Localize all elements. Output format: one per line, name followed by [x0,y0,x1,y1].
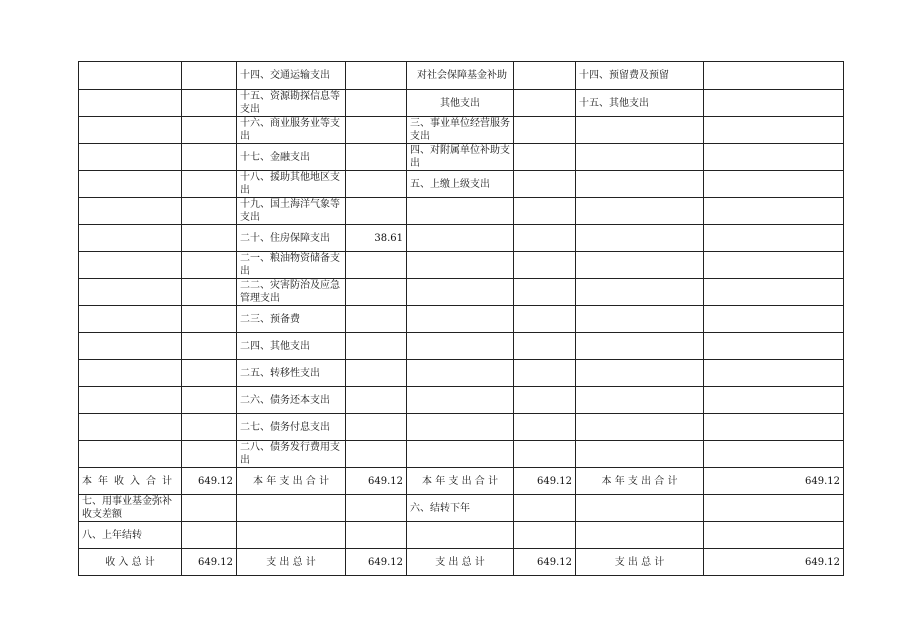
income-item-cell [79,360,182,387]
income-amount-cell [182,360,237,387]
table-row [79,198,844,225]
grand-total-row [79,549,844,576]
income-amount-cell [182,252,237,279]
income-item-cell [79,90,182,117]
expense-amount-cell [704,225,844,252]
income-total-amount: 649.12 [182,468,237,495]
table-row [79,225,844,252]
expense-item-cell: 十六、商业服务业等支出 [237,117,346,144]
expense-amount-cell [346,522,407,549]
expense-amount-cell [514,171,576,198]
expense-total-label: 本 年 支 出 合 计 [576,468,704,495]
expense-amount-cell: 38.61 [346,225,407,252]
expense-amount-cell [704,252,844,279]
table-row [79,495,844,522]
table-row [79,333,844,360]
expense-amount-cell [704,171,844,198]
expense-amount-cell [704,522,844,549]
expense-amount-cell [514,495,576,522]
expense-amount-cell [514,198,576,225]
table-row [79,117,844,144]
expense-total-amount: 649.12 [704,468,844,495]
income-grand-total-amount: 649.12 [182,549,237,576]
table-row [79,144,844,171]
expense-item-cell: 二五、转移性支出 [237,360,346,387]
expense-amount-cell [514,522,576,549]
expense-amount-cell [514,441,576,468]
expense-item-cell: 十五、资源勘探信息等支出 [237,90,346,117]
income-grand-total-label: 收 入 总 计 [79,549,182,576]
table-row [79,414,844,441]
income-item-cell [79,117,182,144]
expense-amount-cell [514,144,576,171]
expense-item-cell: 其他支出 [407,90,514,117]
expense-amount-cell [704,306,844,333]
expense-amount-cell [346,62,407,90]
expense-grand-total-label: 支 出 总 计 [576,549,704,576]
income-amount-cell [182,144,237,171]
expense-amount-cell [346,441,407,468]
income-amount-cell [182,62,237,90]
expense-amount-cell [704,117,844,144]
expense-grand-total-amount: 649.12 [514,549,576,576]
expense-item-cell: 二一、粮油物资储备支出 [237,252,346,279]
income-item-cell [79,198,182,225]
expense-item-cell [576,387,704,414]
income-item-cell: 八、上年结转 [79,522,182,549]
expense-item-cell [576,306,704,333]
expense-item-cell [576,117,704,144]
expense-amount-cell [514,117,576,144]
expense-amount-cell [346,90,407,117]
income-amount-cell [182,90,237,117]
expense-item-cell [407,360,514,387]
table-row [79,306,844,333]
income-amount-cell [182,441,237,468]
table-row [79,441,844,468]
income-amount-cell [182,414,237,441]
income-amount-cell [182,198,237,225]
expense-grand-total-amount: 649.12 [346,549,407,576]
expense-amount-cell [514,414,576,441]
income-item-cell [79,252,182,279]
expense-amount-cell [346,252,407,279]
expense-amount-cell [346,171,407,198]
expense-amount-cell [704,144,844,171]
expense-item-cell [576,144,704,171]
income-item-cell [79,441,182,468]
expense-amount-cell [514,90,576,117]
expense-item-cell: 二八、债务发行费用支出 [237,441,346,468]
income-item-cell [79,225,182,252]
expense-total-label: 本 年 支 出 合 计 [237,468,346,495]
expense-item-cell: 二四、其他支出 [237,333,346,360]
expense-amount-cell [704,387,844,414]
expense-amount-cell [704,360,844,387]
expense-amount-cell [346,306,407,333]
expense-total-label: 本 年 支 出 合 计 [407,468,514,495]
expense-grand-total-label: 支 出 总 计 [237,549,346,576]
expense-item-cell [576,279,704,306]
expense-item-cell [407,441,514,468]
expense-item-cell: 二六、债务还本支出 [237,387,346,414]
expense-item-cell [576,225,704,252]
expense-item-cell: 十四、预留费及预留 [576,62,704,90]
expense-amount-cell [514,333,576,360]
expense-item-cell: 二三、预备费 [237,306,346,333]
expense-amount-cell [346,198,407,225]
expense-item-cell [407,387,514,414]
expense-amount-cell [704,495,844,522]
income-amount-cell [182,333,237,360]
expense-item-cell [576,333,704,360]
expense-amount-cell [704,414,844,441]
expense-grand-total-label: 支 出 总 计 [407,549,514,576]
expense-item-cell: 二七、债务付息支出 [237,414,346,441]
expense-amount-cell [704,62,844,90]
expense-item-cell: 三、事业单位经营服务支出 [407,117,514,144]
income-amount-cell [182,279,237,306]
expense-item-cell [407,252,514,279]
expense-item-cell [576,441,704,468]
expense-amount-cell [514,252,576,279]
income-amount-cell [182,522,237,549]
income-amount-cell [182,117,237,144]
expense-amount-cell [514,279,576,306]
expense-item-cell: 十九、国土海洋气象等支出 [237,198,346,225]
expense-amount-cell [514,306,576,333]
expense-item-cell [576,171,704,198]
table-row [79,360,844,387]
expense-amount-cell [704,333,844,360]
expense-amount-cell [514,387,576,414]
expense-item-cell [576,414,704,441]
annual-total-row [79,468,844,495]
expense-item-cell: 五、上缴上级支出 [407,171,514,198]
expense-item-cell [407,198,514,225]
table-row [79,522,844,549]
income-amount-cell [182,387,237,414]
expense-item-cell [407,414,514,441]
expense-item-cell [407,279,514,306]
table-row [79,279,844,306]
table-row [79,90,844,117]
expense-item-cell: 六、结转下年 [407,495,514,522]
income-amount-cell [182,225,237,252]
expense-amount-cell [346,333,407,360]
table-row [79,387,844,414]
expense-item-cell: 四、对附属单位补助支出 [407,144,514,171]
expense-amount-cell [346,117,407,144]
expense-amount-cell [704,198,844,225]
expense-item-cell [407,306,514,333]
expense-item-cell [407,522,514,549]
expense-item-cell [576,495,704,522]
expense-item-cell [576,360,704,387]
income-item-cell [79,144,182,171]
expense-amount-cell [346,495,407,522]
expense-total-amount: 649.12 [514,468,576,495]
expense-amount-cell [346,144,407,171]
table-row [79,171,844,198]
income-total-label: 本年收入合计 [79,468,182,495]
table-row [79,62,844,90]
expense-item-cell: 十四、交通运输支出 [237,62,346,90]
income-item-cell [79,171,182,198]
expense-item-cell [237,522,346,549]
expense-amount-cell [514,62,576,90]
expense-item-cell: 二二、灾害防治及应急管理支出 [237,279,346,306]
budget-table [78,61,844,576]
income-item-cell: 七、用事业基金弥补收支差额 [79,495,182,522]
income-item-cell [79,306,182,333]
expense-grand-total-amount: 649.12 [704,549,844,576]
income-item-cell [79,279,182,306]
expense-item-cell: 十七、金融支出 [237,144,346,171]
expense-item-cell: 对社会保障基金补助 [407,62,514,90]
expense-item-cell [576,252,704,279]
expense-item-cell: 十八、援助其他地区支出 [237,171,346,198]
expense-amount-cell [514,360,576,387]
expense-amount-cell [346,414,407,441]
expense-item-cell [576,198,704,225]
expense-item-cell: 二十、住房保障支出 [237,225,346,252]
expense-amount-cell [704,441,844,468]
expense-total-amount: 649.12 [346,468,407,495]
expense-item-cell [237,495,346,522]
income-item-cell [79,414,182,441]
table-row [79,252,844,279]
income-amount-cell [182,306,237,333]
expense-amount-cell [514,225,576,252]
expense-amount-cell [704,279,844,306]
income-amount-cell [182,171,237,198]
income-item-cell [79,333,182,360]
income-amount-cell [182,495,237,522]
expense-amount-cell [704,90,844,117]
income-item-cell [79,387,182,414]
expense-item-cell [576,522,704,549]
expense-item-cell: 十五、其他支出 [576,90,704,117]
expense-amount-cell [346,387,407,414]
expense-amount-cell [346,279,407,306]
expense-amount-cell [346,360,407,387]
expense-item-cell [407,333,514,360]
expense-item-cell [407,225,514,252]
income-item-cell [79,62,182,90]
